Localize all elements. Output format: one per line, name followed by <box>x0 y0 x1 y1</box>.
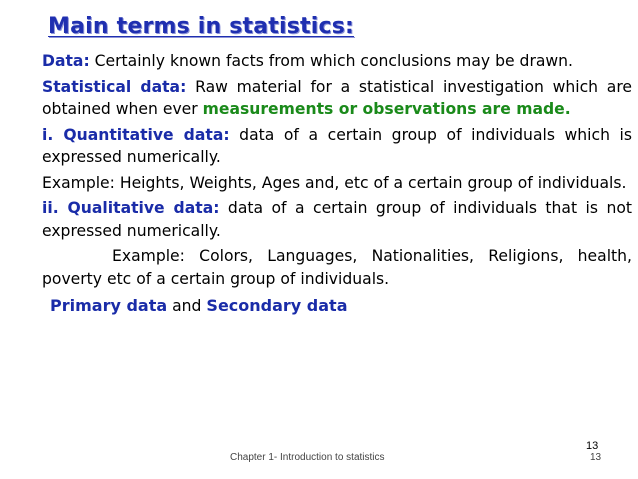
slide-content <box>42 50 632 318</box>
paragraph-primary-secondary <box>42 295 632 318</box>
definition-statistical-data: Raw material for a statistical investigation which are obtained when ever <box>42 77 633 118</box>
page-number-top: 13 <box>586 440 599 452</box>
paragraph-statistical-data <box>42 76 632 121</box>
paragraph-example-qualitative: Example: Colors, Languages, Nationalities, Religions, health, poverty etc of a certain group of individuals. <box>42 247 632 288</box>
slide-title: Main terms in statistics: <box>48 14 355 39</box>
list-marker-i: i. <box>42 125 54 144</box>
paragraph-example-quantitative: Example: Heights, Weights, Ages and, etc of a certain group of individuals. <box>42 173 627 192</box>
definition-quantitative-data: data of a certain group of individuals which is expressed numerically. <box>42 125 632 166</box>
paragraph-quantitative-data <box>42 124 632 169</box>
paragraph-data <box>42 50 632 73</box>
term-quantitative-data: Quantitative data: <box>53 125 230 144</box>
highlight-measurements: measurements or observations are made. <box>202 100 571 118</box>
footer-chapter: Chapter 1- Introduction to statistics <box>230 452 385 463</box>
term-secondary-data: Secondary data <box>206 296 348 315</box>
term-statistical-data: Statistical data: <box>42 77 187 96</box>
term-data: Data: <box>42 52 90 70</box>
term-qualitative-data: ii. Qualitative data: <box>42 199 220 217</box>
term-primary-data: Primary data <box>50 296 168 315</box>
page-number: 13 <box>590 452 602 463</box>
definition-qualitative-data: data of a certain group of individuals that is not expressed numerically. <box>42 199 632 240</box>
paragraph-qualitative-data <box>42 197 632 242</box>
connector-and: and <box>167 297 207 315</box>
definition-data: Certainly known facts from which conclusions may be drawn. <box>89 52 574 70</box>
